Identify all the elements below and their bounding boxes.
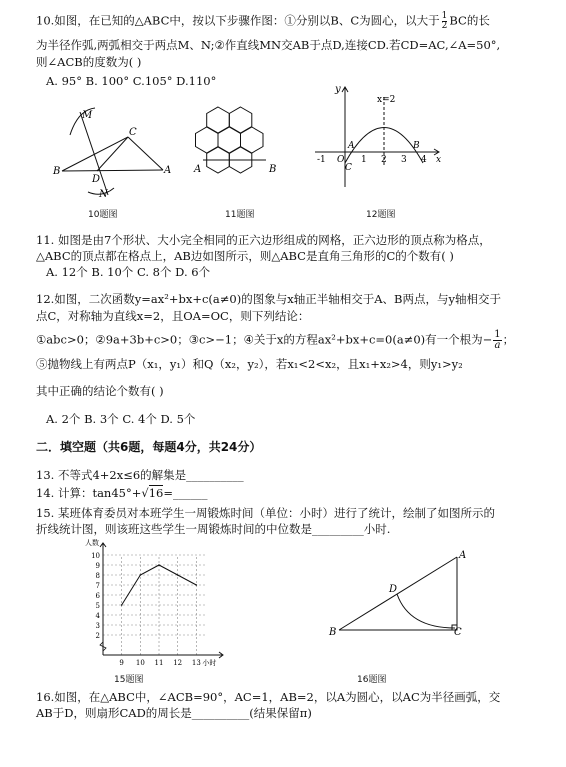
q15-line1: 15. 某班体育委员对本班学生一周锻炼时间（单位：小时）进行了统计，绘制了如图所示的 <box>36 506 495 520</box>
y-tick-label: 4 <box>95 612 100 620</box>
data-point <box>177 574 179 576</box>
q12-fraction: $\frac{1}{a}$ <box>494 329 501 351</box>
y-tick-label: 9 <box>95 562 100 570</box>
section-2-heading: 二．填空题（共6题，每题4分，共24分） <box>36 440 262 454</box>
q10-line2: 为半径作弧,两弧相交于两点M、N;②作直线MN交AB于点D,连接CD.若CD=AC,∠A=50°, <box>36 38 501 52</box>
q11-line2: △ABC的顶点都在格点上，AB边如图所示，则△ABC是直角三角形的C的个数有( ) <box>36 249 454 263</box>
x-tick-label: 9 <box>119 659 124 667</box>
data-point <box>121 604 123 606</box>
fig12-label-y: y <box>335 84 341 95</box>
fig10-label-d: D <box>92 174 101 185</box>
q12-line1: 12.如图，二次函数y=ax²+bx+c(a≠0)的图象与x轴正半轴相交于A、B两点，与y轴相交于 <box>36 292 501 306</box>
q10-fraction: $\frac{1}{2}$ <box>441 11 448 31</box>
x-tick-label: 13 <box>191 659 201 667</box>
fig11-caption: 11题图 <box>225 210 255 220</box>
fig11-label-a: A <box>194 164 202 175</box>
q14-text: 14. 计算：tan45°+√16=______ <box>36 486 208 500</box>
y-tick-label: 3 <box>95 622 100 630</box>
fig16-caption: 16题图 <box>357 675 387 685</box>
fig10-label-c: C <box>129 127 137 138</box>
y-tick-label: 5 <box>95 602 100 610</box>
fig12-label-o: O <box>337 155 345 165</box>
fig10-caption: 10题图 <box>88 210 118 220</box>
y-tick-label: 6 <box>95 592 100 600</box>
q10-line1: 10.如图，在已知的△ABC中，按以下步骤作图：①分别以B、C为圆心，以大于 $\frac{1}{2}$ BC的长 <box>36 11 490 31</box>
chart15-caption: 15题图 <box>114 675 144 685</box>
q12-options: A. 2个 B. 3个 C. 4个 D. 5个 <box>46 412 196 426</box>
y-tick-label: 10 <box>91 552 100 560</box>
fig12-label-x: x <box>436 155 442 165</box>
x-tick-label: 12 <box>173 659 183 667</box>
q12-line2: 点C，对称轴为直线x=2，且OA=OC，则下列结论： <box>36 309 310 323</box>
figure-16 <box>325 548 475 643</box>
figure-11 <box>190 100 290 200</box>
fig16-label-b: B <box>329 627 337 638</box>
y-tick-label: 7 <box>95 582 100 590</box>
fig12-label-a: A <box>348 141 355 151</box>
q12-line5: 其中正确的结论个数有( ) <box>36 384 164 398</box>
chart-15 <box>75 540 225 670</box>
fig12-tick-1: 1 <box>361 155 367 165</box>
figure-10 <box>50 100 170 200</box>
fig10-label-n: N <box>99 189 108 200</box>
x-tick-label: 11 <box>154 659 164 667</box>
fig10-side-ca <box>128 137 163 170</box>
fig12-tick-2: 2 <box>381 155 387 165</box>
data-point <box>140 574 142 576</box>
q12-line4: ⑤抛物线上有两点P（x₁，y₁）和Q（x₂，y₂），若x₁<2<x₂，且x₁+x₂>4，则y₁>y₂ <box>36 357 463 371</box>
q13-text: 13. 不等式4+2x≤6的解集是__________ <box>36 468 244 482</box>
fig10-label-b: B <box>53 166 61 177</box>
q10-line3: 则∠ACB的度数为( ) <box>36 55 142 69</box>
q12-line3: ①abc>0；②9a+3b+c>0；③c>−1；④关于x的方程ax²+bx+c=0(a≠0)有一个根为− $\frac{1}{a}$ ； <box>36 329 515 351</box>
fig12-label-x2: x=2 <box>377 95 396 105</box>
y-tick-label: 2 <box>95 632 100 640</box>
figure-12 <box>315 82 445 192</box>
x-axis-label: 小时 <box>202 659 217 667</box>
y-tick-label: 8 <box>95 572 100 580</box>
q16-line1: 16.如图，在△ABC中，∠ACB=90°，AC=1，AB=2，以A为圆心，以AC为半径画弧，交 <box>36 690 501 704</box>
q10-options: A. 95° B. 100° C.105° D.110° <box>46 74 217 88</box>
fig12-label-b: B <box>413 141 420 151</box>
fig10-side-ba <box>62 170 163 171</box>
y-axis-label: 人数 <box>85 539 99 547</box>
fig12-tick-3: 3 <box>401 155 407 165</box>
q15-line2: 折线统计图，则该班这些学生一周锻炼时间的中位数是_________小时. <box>36 522 391 536</box>
q14-radical: √16 <box>141 486 164 500</box>
fig12-label-c: C <box>345 163 352 173</box>
data-point <box>196 584 198 586</box>
fig16-side-ab <box>339 557 457 630</box>
fig10-side-bc <box>62 137 128 171</box>
data-point <box>158 564 160 566</box>
q16-line2: AB于D，则扇形CAD的周长是__________(结果保留π) <box>36 706 312 720</box>
fig16-label-d: D <box>389 584 398 595</box>
fig12-caption: 12题图 <box>366 210 396 220</box>
fig16-arc-cd <box>397 594 455 628</box>
fig12-tick-4: 4 <box>421 155 427 165</box>
fig11-label-b: B <box>269 164 277 175</box>
fig10-line-cd <box>97 137 128 171</box>
fig16-label-c: C <box>454 627 462 638</box>
q11-line1: 11. 如图是由7个形状、大小完全相同的正六边形组成的网格，正六边形的顶点称为格点， <box>36 233 491 247</box>
fig12-tick-neg1: -1 <box>317 155 326 165</box>
fig10-label-a: A <box>164 165 172 176</box>
fig10-label-m: M <box>82 110 93 121</box>
q11-options: A. 12个 B. 10个 C. 8个 D. 6个 <box>46 265 211 279</box>
fig16-label-a: A <box>459 550 467 561</box>
x-tick-label: 10 <box>135 659 145 667</box>
